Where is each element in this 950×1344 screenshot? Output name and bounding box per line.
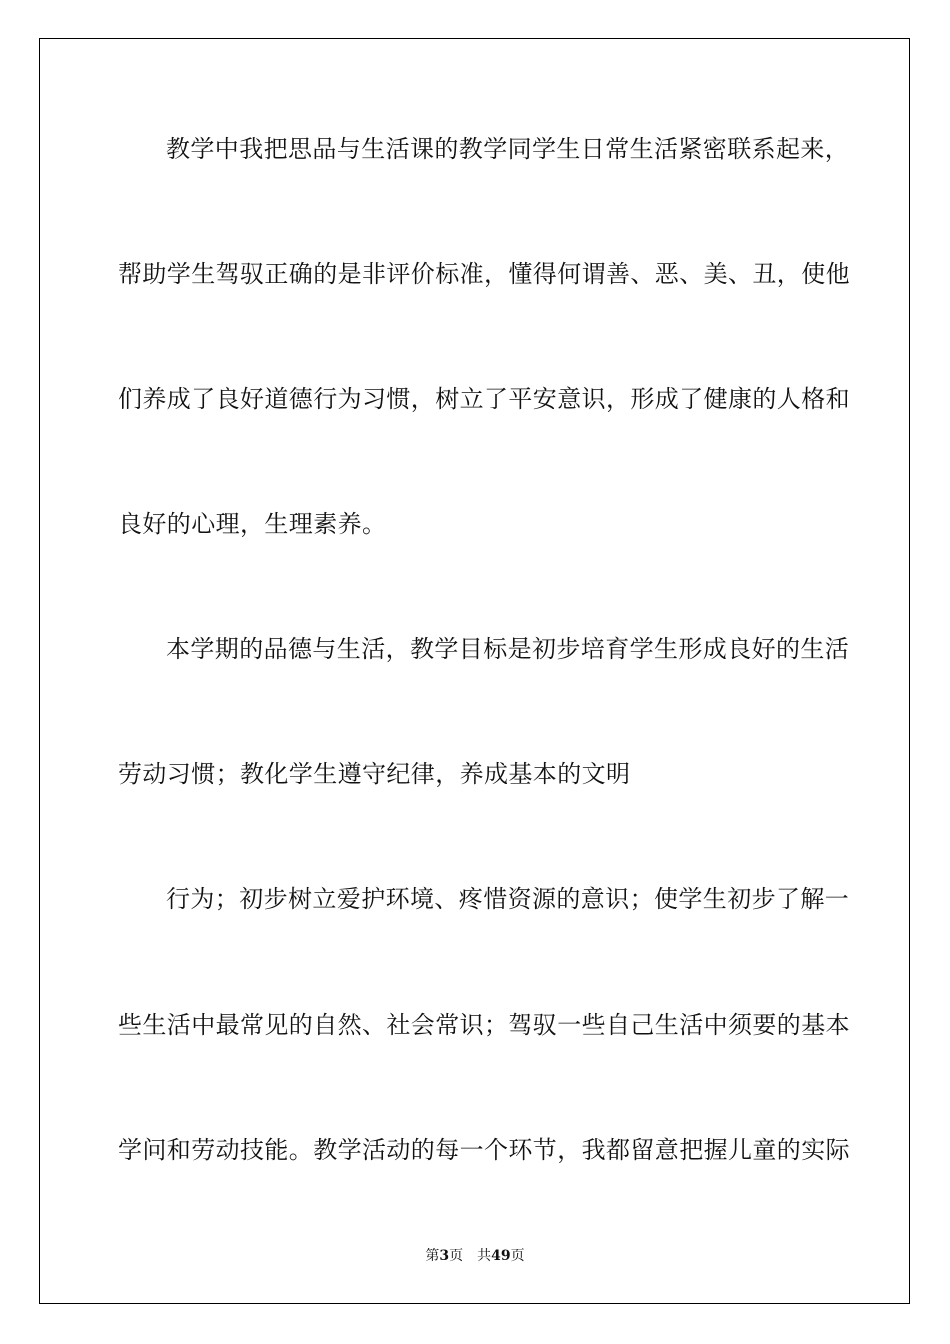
total-prefix: 共 — [477, 1248, 492, 1264]
page-border — [39, 38, 910, 1304]
paragraph-line: 教学中我把思品与生活课的教学同学生日常生活紧密联系起来， — [166, 135, 850, 163]
paragraph-line: 劳动习惯；教化学生遵守纪律，养成基本的文明 — [118, 760, 631, 788]
page-footer — [0, 1246, 950, 1266]
page-number: 3 — [439, 1248, 450, 1264]
paragraph-line: 些生活中最常见的自然、社会常识；驾驭一些自己生活中须要的基本 — [118, 1011, 850, 1039]
total-pages: 49 — [491, 1248, 511, 1264]
paragraph-line: 帮助学生驾驭正确的是非评价标准，懂得何谓善、恶、美、丑，使他 — [118, 260, 850, 288]
paragraph-line: 行为；初步树立爱护环境、疼惜资源的意识；使学生初步了解一 — [166, 885, 850, 913]
paragraph-line: 们养成了良好道德行为习惯，树立了平安意识，形成了健康的人格和 — [118, 385, 850, 413]
page-prefix: 第 — [425, 1248, 440, 1264]
paragraph-line: 本学期的品德与生活，教学目标是初步培育学生形成良好的生活 — [166, 635, 850, 663]
page-suffix: 页 — [449, 1248, 464, 1264]
total-suffix: 页 — [510, 1248, 525, 1264]
paragraph-line: 学问和劳动技能。教学活动的每一个环节，我都留意把握儿童的实际 — [118, 1136, 850, 1164]
paragraph-line: 良好的心理，生理素养。 — [118, 510, 387, 538]
